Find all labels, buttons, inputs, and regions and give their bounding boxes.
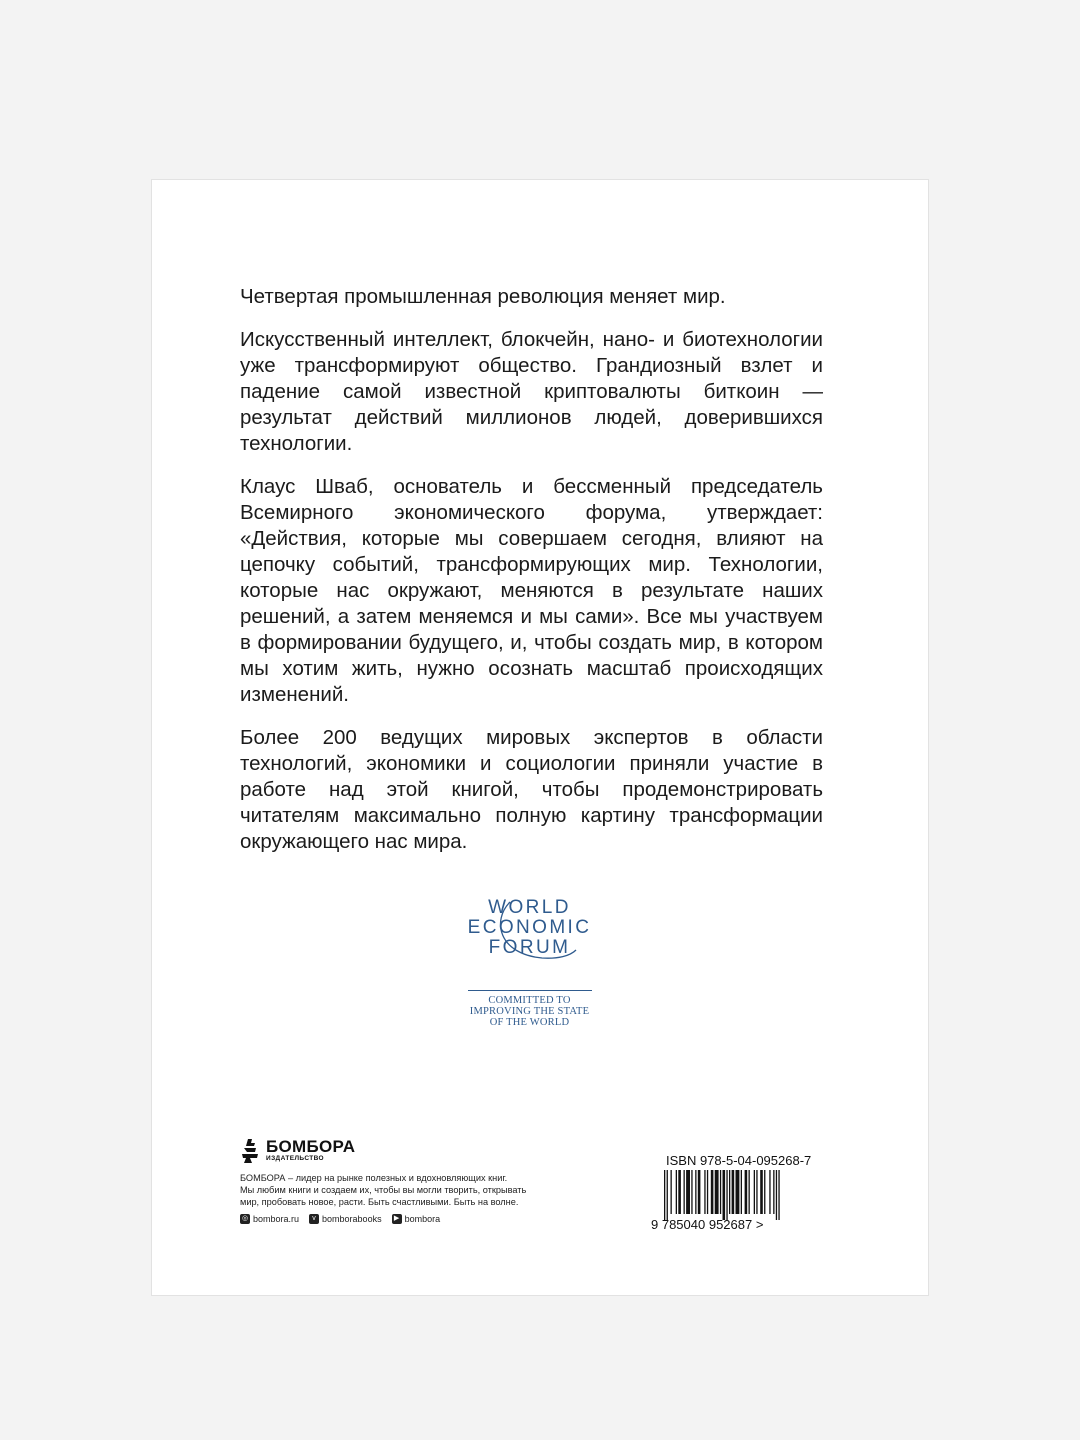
publisher-socials (240, 1214, 540, 1224)
barcode-bar (720, 1170, 721, 1214)
barcode-bar (732, 1170, 735, 1214)
barcode-bar (776, 1170, 777, 1220)
barcode-bar (671, 1170, 672, 1214)
blurb-paragraph-4: Более 200 ведущих мировых экспертов в области технологий, экономики и социологии приняли участие в работе над этой книгой, чтобы продемонстрировать читателям максимально полную картину трансформации окружающего нас мира. (240, 726, 823, 853)
publisher-description (240, 1172, 540, 1208)
youtube-telegram-icon: ▶ (392, 1214, 402, 1224)
barcode-bar (729, 1170, 730, 1214)
wef-tagline-2: IMPROVING THE STATE (469, 1006, 590, 1017)
cover-blurb (240, 284, 823, 872)
blurb-paragraph-2: Искусственный интеллект, блокчейн, нано- и биотехнологии уже трансформируют общество. Грандиозный взлет и падение самой известной криптовалюты биткоин — результат действий миллионов людей, доверившихся технологии. (240, 328, 823, 455)
barcode-bar (754, 1170, 755, 1214)
publisher-block (240, 1138, 540, 1224)
wef-tagline-3: OF THE WORLD (489, 1017, 570, 1028)
book-back-cover (152, 180, 928, 1295)
barcode-bar (695, 1170, 696, 1214)
publisher-desc-line-1: БОМБОРА – лидер на рынке полезных и вдохновляющих книг. (240, 1173, 508, 1183)
barcode-bar (726, 1170, 727, 1220)
barcode-bar (707, 1170, 708, 1214)
web-icon: ◎ (241, 1215, 249, 1222)
barcode-bar (769, 1170, 770, 1214)
barcode-bar (760, 1170, 763, 1214)
blurb-paragraph-1: Четвертая промышленная революция меняет мир. (240, 285, 726, 308)
blurb-paragraph-3: Клаус Шваб, основатель и бессменный председатель Всемирного экономического форума, утверждает: «Действия, которые мы совершаем сегодня, влияют на цепочку событий, трансформирующих мир. Технологии, которые нас окружают, меняются в результате наших решений, а затем меняемся и мы сами». Все мы участвуем в формировании будущего, и, чтобы создать мир, в котором мы хотим жить, нужно осознать масштаб происходящих изменений. (240, 475, 823, 706)
social-youtube-telegram[interactable] (392, 1214, 441, 1224)
barcode-bar (764, 1170, 765, 1214)
wef-tagline-1: COMMITTED TO (488, 995, 571, 1006)
barcode-bar (773, 1170, 774, 1214)
barcode-bar (756, 1170, 757, 1214)
barcode-bar (664, 1170, 665, 1220)
wef-arc-icon (462, 898, 597, 960)
barcode-bar (676, 1170, 677, 1214)
wef-line-1: WORLD (488, 897, 571, 918)
barcode-bar (736, 1170, 740, 1214)
barcode-bar (684, 1170, 685, 1214)
wef-line-3: FORUM (488, 937, 571, 958)
barcode-bar (678, 1170, 681, 1214)
barcode-bar (723, 1170, 726, 1220)
barcode-bar (745, 1170, 748, 1214)
barcode-digits: 9 785040 952687 > (651, 1217, 764, 1232)
social-website-label: bombora.ru (253, 1214, 300, 1224)
wef-logo (462, 898, 597, 1028)
barcode-bar (711, 1170, 714, 1214)
barcode-bar (698, 1170, 701, 1214)
wef-line-2: ECONOMIC (467, 917, 592, 938)
isbn-number: ISBN 978-5-04-095268-7 (666, 1153, 812, 1168)
barcode (650, 1170, 825, 1232)
publisher-desc-line-2: Мы любим книги и создаем их, чтобы вы могли творить, открывать (240, 1185, 527, 1195)
barcode-bar (686, 1170, 690, 1214)
social-vk[interactable] (309, 1214, 382, 1224)
social-website[interactable] (240, 1214, 299, 1224)
barcode-bars (664, 1170, 780, 1220)
barcode-bar (691, 1170, 692, 1214)
barcode-bar (715, 1170, 719, 1214)
vk-icon: v (309, 1214, 319, 1224)
barcode-bar (704, 1170, 705, 1214)
barcode-bar (741, 1170, 742, 1214)
barcode-bar (749, 1170, 750, 1214)
publisher-desc-line-3: мир, пробовать новое, расти. Быть счастливыми. Быть на волне. (240, 1197, 519, 1207)
social-youtube-telegram-label: bombora (404, 1214, 441, 1224)
barcode-bar (667, 1170, 668, 1220)
publisher-subtitle: ИЗДАТЕЛЬСТВО (266, 1155, 325, 1162)
publisher-name: БОМБОРА (266, 1137, 356, 1156)
bombora-logo-icon (240, 1138, 260, 1164)
barcode-bar (778, 1170, 779, 1220)
wef-divider (468, 990, 592, 991)
social-vk-label: bomborabooks (322, 1214, 382, 1224)
isbn-block (650, 1153, 825, 1232)
